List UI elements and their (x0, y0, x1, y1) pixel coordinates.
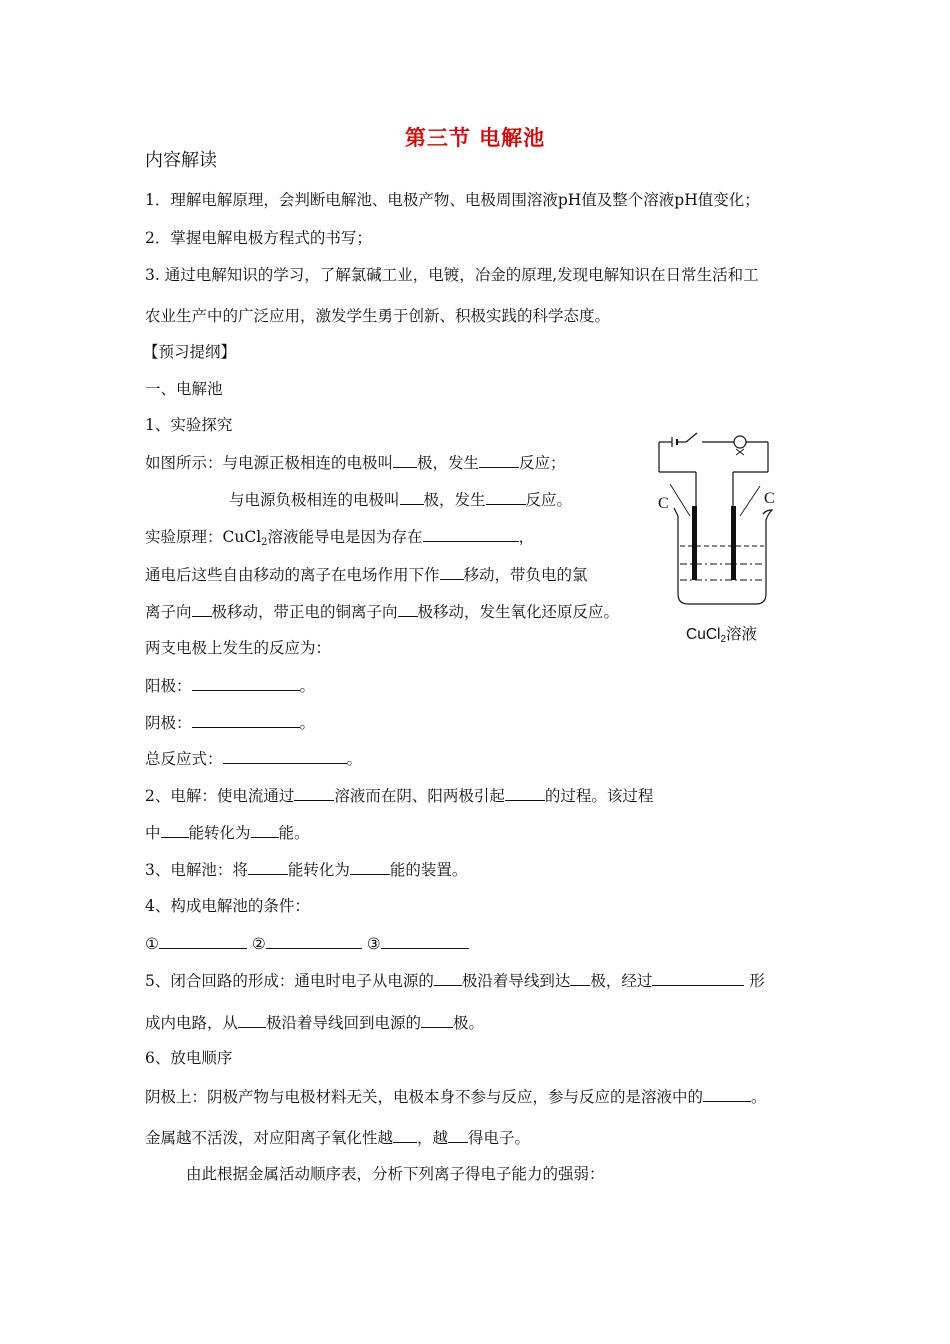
text: 溶液而在阴、阳两极引起 (334, 787, 505, 805)
text: 的过程。该过程 (544, 787, 654, 805)
text: 阳极： (145, 677, 192, 695)
text: 极沿着导线到达 (461, 972, 571, 990)
question-6: 6、放电顺序 (145, 1049, 233, 1067)
part-heading-electrolytic-cell: 一、电解池 (145, 380, 223, 398)
fill-blank[interactable] (393, 451, 417, 468)
intro-item-1: 1．理解电解原理，会判断电解池、电极产物、电极周围溶液pH值及整个溶液pH值变化； (145, 191, 760, 209)
text: 实验原理：CuCl (145, 528, 262, 546)
fill-blank[interactable] (505, 784, 545, 801)
experiment-line-negative (229, 488, 572, 511)
text: ① (145, 935, 159, 953)
text: CuCl (686, 626, 721, 643)
fill-blank[interactable] (248, 858, 288, 875)
question-6-analysis: 由此根据金属活动顺序表，分析下列离子得电子能力的强弱： (186, 1165, 605, 1183)
electrolysis-cell-diagram (650, 428, 790, 648)
intro-item-3-line2: 农业生产中的广泛应用，激发学生勇于创新、积极实践的科学态度。 (145, 307, 611, 325)
experiment-principle (145, 525, 534, 554)
page-title: 第三节 电解池 (404, 125, 546, 150)
section-heading-intro: 内容解读 (145, 150, 217, 171)
text: 阴极上：阴极产物与电极材料无关，电极本身不参与反应，参与反应的是溶液中的 (145, 1088, 704, 1106)
fill-blank[interactable] (393, 1126, 417, 1143)
intro-item-2: 2．掌握电解电极方程式的书写； (145, 229, 372, 247)
text: 离子向 (145, 603, 192, 621)
fill-blank[interactable] (448, 1126, 468, 1143)
text: ③ (366, 935, 381, 953)
left-electrode-label: C (658, 495, 669, 512)
fill-blank[interactable] (703, 1085, 751, 1102)
fill-blank[interactable] (434, 969, 462, 986)
anode-reaction (145, 674, 315, 697)
subscript: 2 (720, 634, 727, 645)
text: 。 (299, 714, 316, 732)
text: ， (518, 528, 535, 546)
text: 极，发生 (417, 454, 480, 472)
total-reaction (145, 747, 362, 770)
text: 极，经过 (590, 972, 653, 990)
text: 反应； (519, 454, 566, 472)
fill-blank[interactable] (479, 451, 519, 468)
question-4: 4、构成电解池的条件： (145, 897, 310, 915)
experiment-line-ion-direction (145, 600, 619, 623)
fill-blank[interactable] (423, 525, 519, 542)
text: 极沿着导线回到电源的 (266, 1014, 422, 1032)
right-electrode (731, 506, 736, 580)
fill-blank[interactable] (486, 488, 526, 505)
fill-blank[interactable] (192, 600, 212, 617)
fill-blank[interactable] (652, 969, 744, 986)
fill-blank[interactable] (266, 932, 362, 949)
fill-blank[interactable] (161, 821, 189, 838)
question-6-cathode (145, 1085, 767, 1108)
question-2-line2 (145, 821, 310, 844)
text: 5、闭合回路的形成：通电时电子从电源的 (145, 972, 434, 990)
fill-blank[interactable] (570, 969, 590, 986)
outline-heading: 【预习提纲】 (143, 343, 237, 361)
text: 能转化为 (188, 824, 251, 842)
cathode-reaction (145, 711, 315, 734)
question-5-line1 (145, 969, 765, 992)
question-6-oxidizing (145, 1126, 530, 1149)
question-4-conditions (145, 932, 469, 955)
intro-item-3-line1: 3. 通过电解知识的学习，了解氯碱工业，电镀，冶金的原理,发现电解知识在日常生活和工 (145, 266, 759, 284)
fill-blank[interactable] (159, 932, 247, 949)
text: 与电源负极相连的电极叫 (229, 491, 400, 509)
text: ② (251, 935, 266, 953)
text: 3、电解池：将 (145, 861, 248, 879)
text: 阴极： (145, 714, 192, 732)
text: 金属越不活泼，对应阳离子氧化性越 (145, 1129, 394, 1147)
fill-blank[interactable] (350, 858, 390, 875)
text: 能。 (278, 824, 310, 842)
text: 得电子。 (468, 1129, 531, 1147)
text: 极移动，带正电的铜离子向 (211, 603, 398, 621)
text: 。 (299, 677, 316, 695)
text: 反应。 (525, 491, 573, 509)
text: 如图所示：与电源正极相连的电极叫 (145, 454, 394, 472)
text: 2、电解：使电流通过 (145, 787, 295, 805)
text: 能的装置。 (389, 861, 468, 879)
question-2-line1 (145, 784, 653, 807)
experiment-line-ion-movement (145, 563, 588, 586)
fill-blank[interactable] (238, 1011, 266, 1028)
text: 通电后这些自由移动的离子在电场作用下作 (145, 566, 440, 584)
question-5-line2 (145, 1011, 484, 1034)
text: 移动，带负电的氯 (463, 566, 588, 584)
subscript: 2 (261, 537, 268, 548)
text: 中 (145, 824, 161, 842)
right-electrode-label: C (764, 490, 775, 507)
fill-blank[interactable] (223, 747, 347, 764)
text: 形 (744, 972, 765, 990)
text: 极移动，发生氧化还原反应。 (417, 603, 620, 621)
text: 极。 (453, 1014, 485, 1032)
fill-blank[interactable] (381, 932, 469, 949)
text: 溶液 (726, 626, 758, 643)
text: ，越 (417, 1129, 449, 1147)
text: 。 (751, 1088, 767, 1106)
fill-blank[interactable] (251, 821, 279, 838)
fill-blank[interactable] (294, 784, 334, 801)
experiment-line-positive (145, 451, 566, 474)
text: 成内电路，从 (145, 1014, 239, 1032)
fill-blank[interactable] (192, 711, 300, 728)
question-3 (145, 858, 467, 881)
text: 。 (346, 750, 363, 768)
left-electrode (692, 506, 697, 580)
text: 能转化为 (287, 861, 350, 879)
fill-blank[interactable] (192, 674, 300, 691)
experiment-heading: 1、实验探究 (145, 416, 233, 434)
text: 极，发生 (423, 491, 486, 509)
fill-blank[interactable] (398, 600, 418, 617)
fill-blank[interactable] (421, 1011, 453, 1028)
fill-blank[interactable] (400, 488, 424, 505)
diagram-caption (686, 622, 757, 645)
experiment-line-reactions: 两支电极上发生的反应为： (145, 639, 332, 657)
text: 溶液能导电是因为存在 (267, 528, 423, 546)
fill-blank[interactable] (440, 563, 464, 580)
text: 总反应式： (145, 750, 223, 768)
